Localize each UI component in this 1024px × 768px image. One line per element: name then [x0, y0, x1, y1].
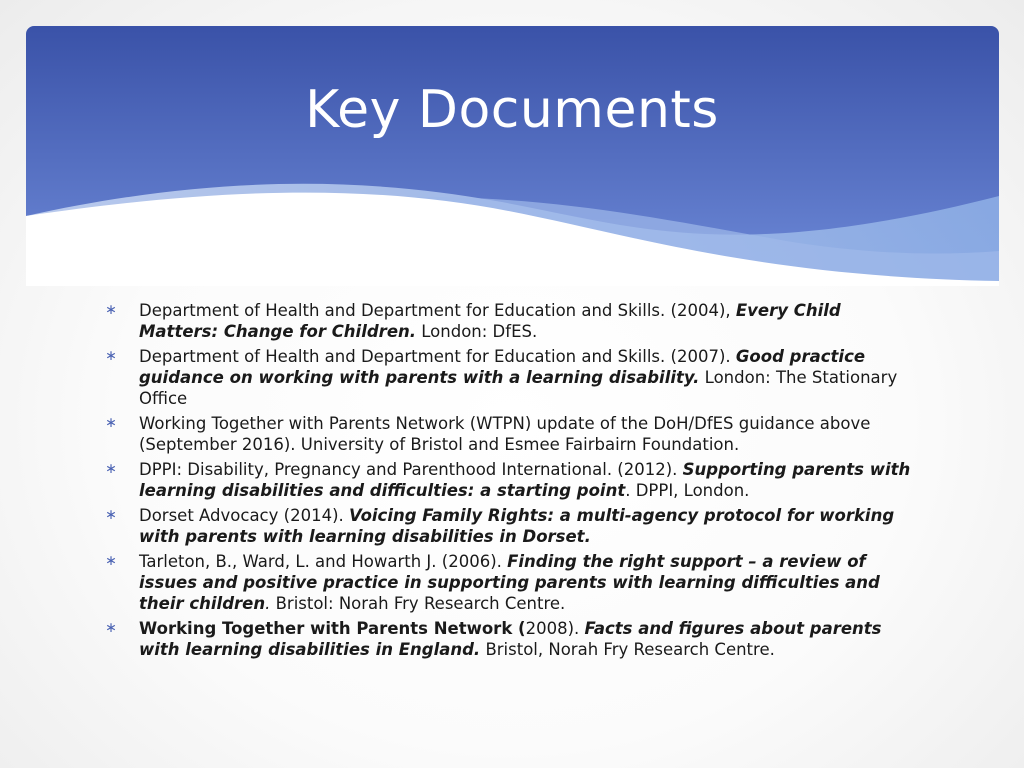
list-item: ∗ Tarleton, B., Ward, L. and Howarth J. (2006). Finding the right support – a review of issues and positive practice in supporting parents with learning difficulties and their children. Bristol: Norah Fry Research Centre.	[105, 552, 880, 613]
list-item: ∗ DPPI: Disability, Pregnancy and Parenthood International. (2012). Supporting parents with learning disabilities and difficulties: a starting point. DPPI, London.	[105, 460, 911, 500]
bullet-icon: ∗	[105, 348, 117, 364]
list-item: ∗ Department of Health and Department for Education and Skills. (2007). Good practice guidance on working with parents with a learning disability. London: The Stationary Office	[105, 347, 898, 408]
bullet-icon: ∗	[105, 620, 117, 636]
list-item: ∗ Working Together with Parents Network (2008). Facts and figures about parents with learning disabilities in England. Bristol, Norah Fry Research Centre.	[105, 619, 882, 659]
slide-title: Key Documents	[305, 80, 719, 140]
list-item: ∗ Department of Health and Department for Education and Skills. (2004), Every Child Matters: Change for Children. London: DfES.	[105, 301, 841, 341]
bullet-icon: ∗	[105, 553, 117, 569]
document-list	[104, 300, 924, 664]
bullet-icon: ∗	[105, 507, 117, 523]
list-item: ∗ Working Together with Parents Network (WTPN) update of the DoH/DfES guidance above (September 2016). University of Bristol and Esmee Fairbairn Foundation.	[105, 414, 871, 454]
bullet-icon: ∗	[105, 415, 117, 431]
list-item: ∗ Dorset Advocacy (2014). Voicing Family Rights: a multi-agency protocol for working with parents with learning disabilities in Dorset.	[105, 506, 895, 546]
bullet-icon: ∗	[105, 302, 117, 318]
bullet-icon: ∗	[105, 461, 117, 477]
banner-graphic	[26, 26, 999, 286]
title-banner	[26, 26, 999, 286]
